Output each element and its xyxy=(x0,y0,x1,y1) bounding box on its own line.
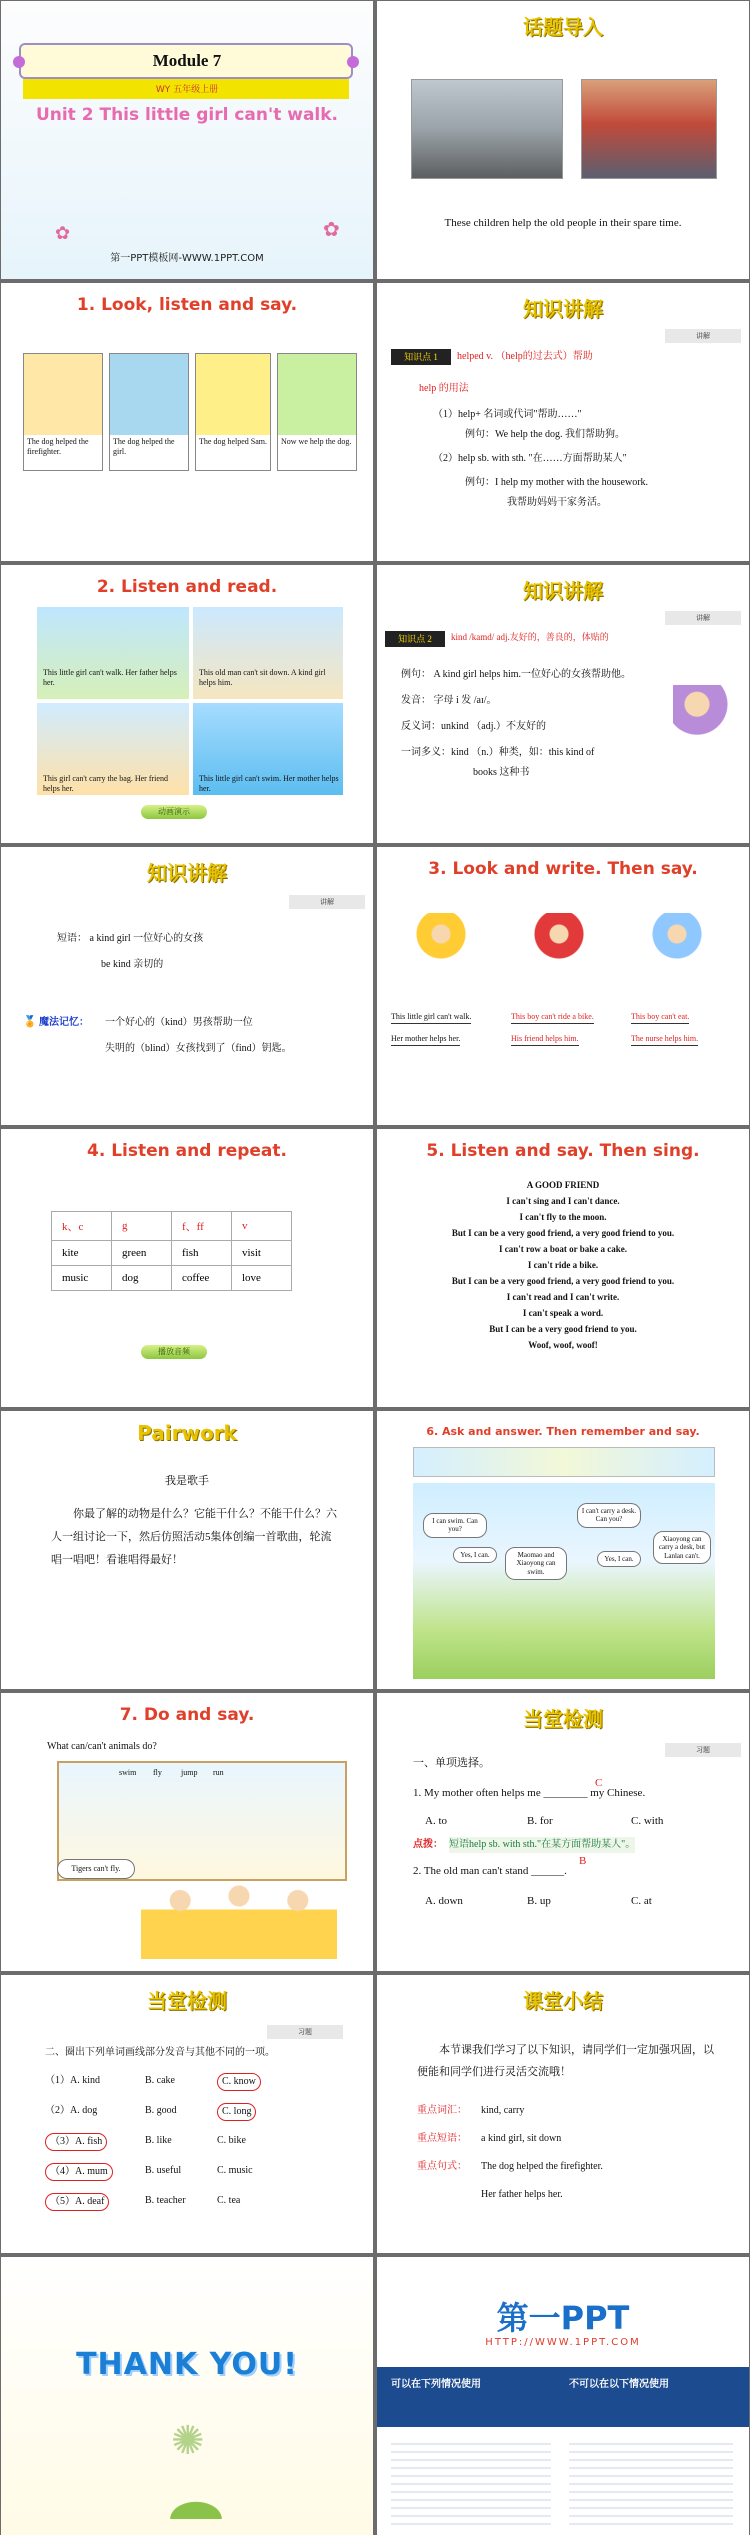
slide-knowledge-1[interactable] xyxy=(377,283,749,561)
hint-text: 短语help sb. with sth."在某方面帮助某人"。 xyxy=(449,1837,635,1853)
row-3-c: C. bike xyxy=(217,2135,246,2146)
section-heading: 二、圈出下列单词画线部分发音与其他不同的一项。 xyxy=(45,2047,275,2058)
comic-caption-2: The dog helped the girl. xyxy=(113,437,175,457)
table-cell: kite xyxy=(52,1241,112,1266)
knowledge-point-text: helped v. （help的过去式）帮助 xyxy=(457,351,593,362)
memo-label: 魔法记忆： xyxy=(39,1017,89,1028)
comic-caption-3: The dog helped Sam. xyxy=(199,437,267,446)
girl-helping-illustration xyxy=(673,685,733,749)
flower-left-icon: ✿ xyxy=(55,223,71,243)
children-illustration xyxy=(141,1869,337,1959)
slide-pairwork[interactable] xyxy=(1,1411,373,1689)
question: What can/can't animals do? xyxy=(47,1741,157,1752)
song-line-7: I can't read and I can't write. xyxy=(506,1292,620,1302)
slide-quiz-1[interactable] xyxy=(377,1693,749,1971)
lesson-tag: 讲解 xyxy=(289,895,365,909)
table-cell: k、c xyxy=(52,1212,112,1241)
song-line-2: I can't fly to the moon. xyxy=(519,1212,607,1222)
slide-heading: 1. Look, listen and say. xyxy=(76,295,298,315)
row-3-b: B. like xyxy=(145,2135,172,2146)
medal-icon: 🏅 xyxy=(23,1016,37,1028)
explain-line-5: 我帮助妈妈干家务活。 xyxy=(507,497,607,508)
q2-option-b: B. up xyxy=(527,1895,551,1907)
phrase-line-1: 短语： a kind girl 一位好心的女孩 xyxy=(57,933,204,944)
slide-heading: 当堂检测 xyxy=(147,1989,227,2013)
brand-logo: 第一PPT xyxy=(496,2299,630,2337)
dandelion-icon: ✺ xyxy=(171,2418,205,2463)
slide-heading: 当堂检测 xyxy=(523,1707,603,1731)
memo-line-1: 一个好心的（kind）男孩帮助一位 xyxy=(105,1017,253,1028)
knowledge-point-badge: 知识点 2 xyxy=(385,631,445,647)
song-line-4: I can't row a boat or bake a cake. xyxy=(499,1244,627,1254)
slide-listen-read[interactable] xyxy=(1,565,373,843)
section-heading: 一、单项选择。 xyxy=(413,1757,490,1769)
slide-heading: 3. Look and write. Then say. xyxy=(428,859,698,879)
row2-cell-3: The nurse helps him. xyxy=(631,1033,698,1046)
animation-button[interactable]: 动画演示 xyxy=(141,805,207,819)
key-sentence-1: The dog helped the firefighter. xyxy=(481,2161,603,2172)
q2-answer: B xyxy=(579,1855,587,1867)
story-caption-4: This little girl can't swim. Her mother helps her. xyxy=(199,774,339,794)
q1-option-b: B. for xyxy=(527,1815,553,1827)
play-audio-button[interactable]: 播放音频 xyxy=(141,1345,207,1359)
q1-option-a: A. to xyxy=(425,1815,447,1827)
slide-heading: 知识讲解 xyxy=(523,579,603,603)
key-sentence-2: Her father helps her. xyxy=(481,2189,563,2200)
table-row xyxy=(52,1241,292,1266)
story-caption-3: This girl can't carry the bag. Her friend helps her. xyxy=(43,774,168,794)
slide-thank-you[interactable] xyxy=(1,2257,373,2535)
forbidden-heading: 不可以在以下情况使用 xyxy=(569,2379,669,2390)
table-cell: coffee xyxy=(172,1266,232,1291)
table-cell: visit xyxy=(232,1241,292,1266)
slide-quiz-2[interactable] xyxy=(1,1975,373,2253)
subheading: 我是歌手 xyxy=(165,1475,209,1487)
slide-heading: 知识讲解 xyxy=(147,861,227,885)
slide-heading: 4. Listen and repeat. xyxy=(87,1141,287,1161)
slide-heading: 课堂小结 xyxy=(523,1989,603,2013)
slide-heading: 7. Do and say. xyxy=(119,1705,255,1725)
module-title: Module 7 xyxy=(152,51,222,70)
speech-bubble-5: Yes, I can. xyxy=(597,1551,641,1567)
lesson-tag: 习题 xyxy=(267,2025,343,2039)
pink-dot-left xyxy=(13,56,25,68)
row-2-b: B. good xyxy=(145,2105,177,2116)
row1-cell-3: This boy can't eat. xyxy=(631,1011,689,1024)
scene-eat xyxy=(631,913,723,983)
slide-do-say[interactable] xyxy=(1,1693,373,1971)
lesson-tag: 习题 xyxy=(665,1743,741,1757)
board-col-run: run xyxy=(213,1768,224,1777)
table-cell: fish xyxy=(172,1241,232,1266)
row-5-b: B. teacher xyxy=(145,2195,186,2206)
brand-url: HTTP://WWW.1PPT.COM xyxy=(485,2337,641,2348)
activity-strip xyxy=(413,1447,715,1477)
footer-url: 第一PPT模板网-WWW.1PPT.COM xyxy=(110,253,264,264)
slide-heading: 话题导入 xyxy=(523,15,603,39)
row-1-c: C. know xyxy=(217,2073,261,2091)
slide-heading: 知识讲解 xyxy=(523,297,603,321)
slide-knowledge-2[interactable] xyxy=(377,565,749,843)
song-line-8: I can't speak a word. xyxy=(522,1308,604,1318)
row1-cell-2: This boy can't ride a bike. xyxy=(511,1011,594,1024)
q2-option-c: C. at xyxy=(631,1895,652,1907)
table-cell: g xyxy=(112,1212,172,1241)
row-3-a: （3）A. fish xyxy=(45,2133,107,2151)
table-cell: green xyxy=(112,1241,172,1266)
board-col-swim: swim xyxy=(119,1768,137,1777)
speech-bubble-4: I can't carry a desk. Can you? xyxy=(577,1503,641,1528)
slide-heading: Pairwork xyxy=(137,1421,237,1445)
q1-option-c: C. with xyxy=(631,1815,664,1827)
link-list-left xyxy=(391,2437,551,2527)
story-caption-1: This little girl can't walk. Her father helps her. xyxy=(43,668,177,688)
key-phrase-label: 重点短语： xyxy=(417,2133,467,2144)
row-5-c: C. tea xyxy=(217,2195,241,2206)
row-2-c: C. long xyxy=(217,2103,256,2121)
song-line-3: But I can be a very good friend, a very good friend to you. xyxy=(451,1228,675,1238)
speech-bubble-6: Xiaoyong can carry a desk, but Lanlan can't. xyxy=(653,1531,711,1564)
slide-title[interactable] xyxy=(1,1,373,279)
story-caption-2: This old man can't sit down. A kind girl helps him. xyxy=(199,668,326,688)
unit-title: Unit 2 This little girl can't walk. xyxy=(35,105,339,125)
q1-answer: C xyxy=(595,1777,603,1789)
knowledge-point-text: kind /kamd/ adj.友好的，善良的，体贴的 xyxy=(451,632,609,642)
explain-line-3: （2）help sb. with sth. "在……方面帮助某人" xyxy=(433,453,627,464)
grade-label: WY 五年级上册 xyxy=(155,85,219,95)
board-col-fly: fly xyxy=(153,1768,162,1777)
slide-listen-repeat[interactable] xyxy=(1,1129,373,1407)
table-row xyxy=(52,1266,292,1291)
slide-brand[interactable] xyxy=(377,2257,749,2535)
scene-walk xyxy=(395,913,487,983)
summary-intro: 本节课我们学习了以下知识，请同学们一定加强巩固，以便能和同学们进行灵活交流哦！ xyxy=(417,2044,714,2078)
phrase-line-2: be kind 亲切的 xyxy=(101,959,164,970)
lesson-tag: 讲解 xyxy=(665,329,741,343)
song-line-5: I can't ride a bike. xyxy=(527,1260,599,1270)
speech-bubble-2: Yes, I can. xyxy=(453,1547,497,1563)
song-line-10: Woof, woof, woof! xyxy=(528,1340,598,1350)
slide-heading: 5. Listen and say. Then sing. xyxy=(426,1141,700,1161)
song-line-9: But I can be a very good friend to you. xyxy=(489,1324,637,1334)
row-5-a: （5）A. deaf xyxy=(45,2193,109,2211)
table-cell: f、ff xyxy=(172,1212,232,1241)
row-4-c: C. music xyxy=(217,2165,253,2176)
knowledge-point-badge: 知识点 1 xyxy=(391,349,451,365)
speech-bubble-3: Maomao and Xiaoyong can swim. xyxy=(505,1547,567,1580)
row2-cell-1: Her mother helps her. xyxy=(391,1033,460,1046)
comic-caption-4: Now we help the dog. xyxy=(281,437,352,446)
row-4-a: （4）A. mum xyxy=(45,2163,113,2181)
row-1-b: B. cake xyxy=(145,2075,175,2086)
pairwork-body: 你最了解的动物是什么？它能干什么？不能干什么？六人一组讨论一下，然后仿照活动5集体创编一首歌曲，轮流唱一唱吧！看谁唱得最好！ xyxy=(51,1508,337,1567)
slide-heading: 2. Listen and read. xyxy=(96,577,278,597)
explain-line-4: 例句：I help my mother with the housework. xyxy=(465,477,649,488)
table-cell: music xyxy=(52,1266,112,1291)
table-cell: love xyxy=(232,1266,292,1291)
comic-card-4 xyxy=(277,353,357,471)
row-2-a: （2）A. dog xyxy=(45,2105,98,2116)
explain-line-3: 反义词：unkind （adj.）不友好的 xyxy=(401,721,546,732)
photo-children-helping-left xyxy=(411,79,563,179)
comic-card-3 xyxy=(195,353,271,471)
q2-option-a: A. down xyxy=(425,1895,463,1907)
table-row xyxy=(52,1212,292,1241)
row-1-a: （1）A. kind xyxy=(45,2075,100,2086)
table-cell: v xyxy=(232,1212,292,1241)
grass-strip xyxy=(151,2489,241,2519)
row2-cell-2: His friend helps him. xyxy=(511,1033,579,1046)
hint-label: 点拨： xyxy=(413,1839,443,1850)
key-sentence-label: 重点句式： xyxy=(417,2161,467,2172)
q1-text: 1. My mother often helps me ________ my Chinese. xyxy=(413,1787,646,1799)
phonics-table xyxy=(51,1211,292,1291)
song-title: A GOOD FRIEND xyxy=(526,1180,600,1190)
caption: These children help the old people in their spare time. xyxy=(444,217,682,229)
slide-topic-intro[interactable] xyxy=(377,1,749,279)
slide-heading: 6. Ask and answer. Then remember and say. xyxy=(426,1425,700,1438)
speech-bubble-1: I can swim. Can you? xyxy=(423,1513,487,1538)
explain-line-5: books 这种书 xyxy=(473,767,530,778)
song-line-6: But I can be a very good friend, a very good friend to you. xyxy=(451,1276,675,1286)
explain-line-2: 发音： 字母 i 发 /aɪ/。 xyxy=(401,695,497,706)
slide-summary[interactable] xyxy=(377,1975,749,2253)
explain-line-1: 例句： A kind girl helps him.一位好心的女孩帮助他。 xyxy=(401,669,631,680)
pink-dot-right xyxy=(347,56,359,68)
photo-children-helping-right xyxy=(581,79,717,179)
key-phrase: a kind girl, sit down xyxy=(481,2133,562,2144)
key-vocab: kind, carry xyxy=(481,2105,525,2116)
lesson-tag: 讲解 xyxy=(665,611,741,625)
q2-text: 2. The old man can't stand ______. xyxy=(413,1865,567,1877)
speech-bubble: Tigers can't fly. xyxy=(57,1859,135,1879)
memo-line-2: 失明的（blind）女孩找到了（find）钥匙。 xyxy=(105,1043,292,1054)
slide-knowledge-3[interactable] xyxy=(1,847,373,1125)
link-list-right xyxy=(569,2437,733,2527)
thank-you-title: THANK YOU! xyxy=(76,2347,298,2382)
slide-look-write[interactable] xyxy=(377,847,749,1125)
board-col-jump: jump xyxy=(181,1768,198,1777)
allowed-heading: 可以在下列情况使用 xyxy=(391,2379,481,2390)
key-vocab-label: 重点词汇： xyxy=(417,2105,467,2116)
explain-line-1: （1）help+ 名词或代词"帮助……" xyxy=(433,409,582,420)
row1-cell-1: This little girl can't walk. xyxy=(391,1011,471,1024)
subhead: help 的用法 xyxy=(419,383,469,394)
slide-listen-sing[interactable] xyxy=(377,1129,749,1407)
row-4-b: B. useful xyxy=(145,2165,182,2176)
slide-look-listen-say[interactable] xyxy=(1,283,373,561)
comic-caption-1: The dog helped the firefighter. xyxy=(27,437,89,457)
flower-right-icon: ✿ xyxy=(323,219,340,241)
slide-ask-answer[interactable] xyxy=(377,1411,749,1689)
explain-line-2: 例句：We help the dog. 我们帮助狗。 xyxy=(465,429,626,440)
song-line-1: I can't sing and I can't dance. xyxy=(506,1196,620,1206)
table-cell: dog xyxy=(112,1266,172,1291)
explain-line-4: 一词多义：kind （n.）种类，如：this kind of xyxy=(401,747,595,758)
scene-bike xyxy=(513,913,605,983)
